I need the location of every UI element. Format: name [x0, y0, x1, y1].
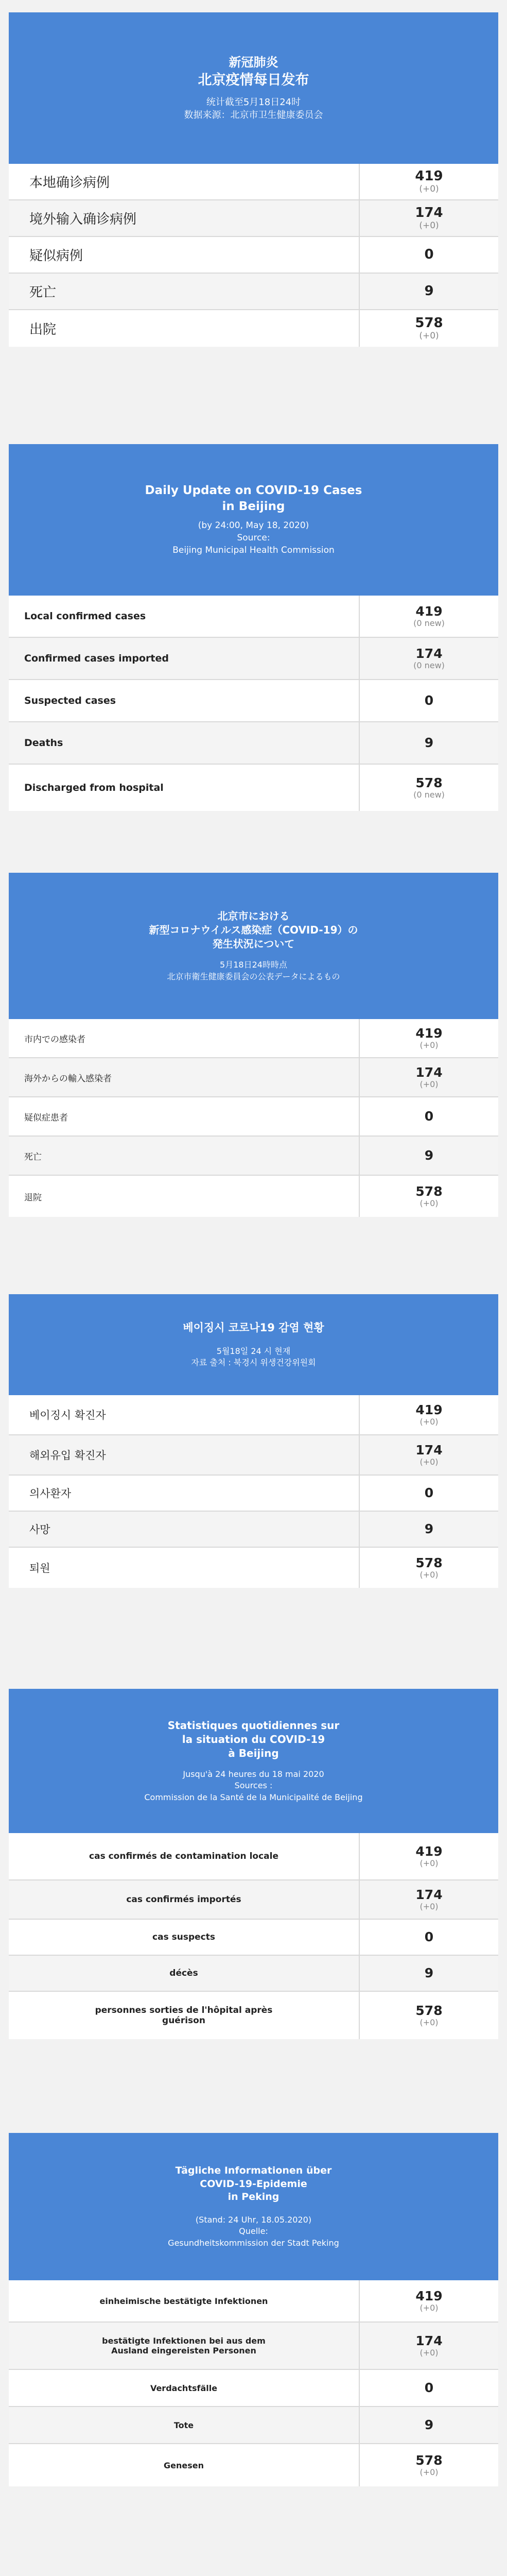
row-value: 578: [415, 775, 443, 790]
row-label: 疑似病例: [9, 237, 360, 273]
row-delta: (+0): [419, 220, 439, 231]
row-value: 0: [424, 247, 434, 263]
row-label: Deaths: [9, 722, 360, 764]
title-zh-1: 新冠肺炎: [229, 55, 278, 70]
row-value: 9: [424, 1965, 434, 1981]
row-label: 海外からの輸入感染者: [9, 1058, 360, 1096]
table-row: [9, 1137, 498, 1176]
table-ja: [9, 1019, 498, 1217]
sub-zh-2: 数据来源：北京市卫生健康委员会: [184, 110, 323, 121]
row-value: 578: [415, 1555, 443, 1570]
row-delta: (+0): [419, 2467, 439, 2478]
row-label: Verdachtsfälle: [9, 2370, 360, 2406]
row-label: 本地确诊病例: [9, 164, 360, 199]
row-value: 578: [415, 1183, 443, 1199]
sub-en-3: Beijing Municipal Health Commission: [172, 545, 335, 555]
header-fr: [9, 1689, 498, 1833]
section-fr: [9, 1689, 498, 2039]
row-delta: (0 new): [413, 618, 445, 629]
row-delta: (+0): [419, 1079, 439, 1090]
table-row: [9, 1512, 498, 1548]
row-label: 의사환자: [9, 1476, 360, 1511]
row-value: 9: [424, 1148, 434, 1163]
row-value: 419: [415, 168, 443, 184]
row-value: 0: [424, 1485, 434, 1501]
row-label: 市内での感染者: [9, 1019, 360, 1057]
table-row: [9, 2280, 498, 2323]
row-value: 174: [415, 1064, 443, 1080]
row-delta: (+0): [419, 1040, 439, 1050]
row-delta: (+0): [419, 1858, 439, 1869]
row-delta: (0 new): [413, 660, 445, 671]
title-fr-2: la situation du COVID-19: [182, 1733, 325, 1745]
row-label: 해외유입 확진자: [9, 1435, 360, 1475]
table-row: [9, 2370, 498, 2407]
row-label: 境外输入确诊病例: [9, 200, 360, 236]
row-label: personnes sorties de l'hôpital après guérison: [9, 1992, 360, 2039]
header-en: [9, 444, 498, 596]
row-label: 사망: [9, 1512, 360, 1547]
row-value: 419: [415, 603, 443, 619]
header-de: [9, 2133, 498, 2280]
row-delta: (+0): [419, 1902, 439, 1912]
title-de-3: in Peking: [228, 2191, 279, 2203]
table-fr: [9, 1833, 498, 2039]
table-row: [9, 2407, 498, 2444]
table-row: [9, 237, 498, 274]
title-de-1: Tägliche Informationen über: [175, 2164, 332, 2176]
sub-ja-2: 北京市衛生健康委員会の公表データによるもの: [167, 971, 340, 981]
row-value: 9: [424, 1521, 434, 1537]
header-zh: [9, 12, 498, 164]
header-ja: [9, 873, 498, 1019]
row-value: 9: [424, 283, 434, 299]
row-delta: (+0): [419, 1457, 439, 1467]
row-label: Tote: [9, 2407, 360, 2443]
table-zh: [9, 164, 498, 347]
row-value: 174: [415, 205, 443, 221]
row-label: bestätigte Infektionen bei aus dem Ausland eingereisten Personen: [9, 2323, 360, 2369]
sub-fr-1: Jusqu'à 24 heures du 18 mai 2020: [183, 1769, 324, 1779]
row-delta: (+0): [419, 2348, 439, 2358]
title-en-1: Daily Update on COVID-19 Cases: [145, 484, 362, 498]
table-row: [9, 1992, 498, 2039]
row-value: 174: [415, 1442, 443, 1458]
title-ja-1: 北京市における: [217, 910, 290, 923]
row-value: 578: [415, 2003, 443, 2018]
title-zh-2: 北京疫情每日发布: [198, 72, 309, 88]
row-label: cas confirmés de contamination locale: [9, 1833, 360, 1879]
row-label: Genesen: [9, 2444, 360, 2486]
sub-ja-1: 5月18日24時時点: [220, 960, 287, 970]
row-value: 419: [415, 2288, 443, 2303]
table-row: [9, 1833, 498, 1880]
row-delta: (+0): [419, 330, 439, 341]
row-delta: (+0): [419, 183, 439, 194]
table-row: [9, 164, 498, 200]
title-ko-1: 베이징시 코로나19 감염 현황: [183, 1321, 324, 1334]
row-label: 出院: [9, 310, 360, 347]
table-row: [9, 200, 498, 237]
row-label: cas confirmés importés: [9, 1880, 360, 1919]
row-value: 9: [424, 735, 434, 751]
table-row: [9, 1395, 498, 1435]
row-value: 578: [415, 315, 443, 331]
table-row: [9, 1476, 498, 1512]
row-delta: (+0): [419, 2018, 439, 2028]
row-label: Confirmed cases imported: [9, 638, 360, 679]
section-ja: [9, 873, 498, 1217]
sub-de-1: (Stand: 24 Uhr, 18.05.2020): [195, 2214, 312, 2225]
table-row: [9, 1019, 498, 1058]
sub-en-2: Source:: [237, 533, 270, 544]
row-value: 0: [424, 1929, 434, 1945]
table-row: [9, 722, 498, 765]
sub-ko-1: 5월18일 24 시 현재: [216, 1346, 291, 1356]
row-value: 174: [415, 1887, 443, 1902]
row-delta: (+0): [419, 1570, 439, 1580]
table-row: [9, 274, 498, 310]
sub-de-3: Gesundheitskommission der Stadt Peking: [168, 2238, 339, 2248]
table-row: [9, 1058, 498, 1097]
table-ko: [9, 1395, 498, 1588]
row-value: 0: [424, 1109, 434, 1124]
title-fr-3: à Beijing: [228, 1747, 279, 1759]
title-fr-1: Statistiques quotidiennes sur: [167, 1719, 340, 1732]
row-label: Local confirmed cases: [9, 596, 360, 637]
row-value: 0: [424, 2380, 434, 2396]
row-value: 174: [415, 646, 443, 661]
header-ko: [9, 1294, 498, 1395]
section-en: [9, 444, 498, 811]
row-value: 9: [424, 2417, 434, 2433]
row-label: einheimische bestätigte Infektionen: [9, 2280, 360, 2321]
row-value: 174: [415, 2333, 443, 2348]
table-row: [9, 310, 498, 347]
sub-fr-3: Commission de la Santé de la Municipalité de Beijing: [144, 1792, 363, 1802]
sub-fr-2: Sources :: [234, 1781, 273, 1791]
section-de: [9, 2133, 498, 2486]
table-row: [9, 638, 498, 680]
row-label: 베이징시 확진자: [9, 1395, 360, 1434]
row-value: 419: [415, 1025, 443, 1041]
table-row: [9, 680, 498, 722]
table-row: [9, 1435, 498, 1476]
row-value: 0: [424, 693, 434, 708]
sub-de-2: Quelle:: [239, 2226, 268, 2236]
row-value: 419: [415, 1843, 443, 1859]
row-label: cas suspects: [9, 1920, 360, 1955]
row-label: Discharged from hospital: [9, 765, 360, 811]
table-row: [9, 1880, 498, 1920]
row-delta: (+0): [419, 1198, 439, 1209]
title-ja-3: 発生状況について: [212, 938, 295, 951]
table-row: [9, 765, 498, 811]
table-row: [9, 1920, 498, 1956]
row-delta: (+0): [419, 2303, 439, 2313]
title-de-2: COVID-19-Epidemie: [200, 2178, 307, 2190]
table-row: [9, 2323, 498, 2370]
title-en-2: in Beijing: [222, 500, 285, 514]
sub-ko-2: 자료 출처 : 북경시 위생건강위원회: [191, 1358, 316, 1368]
table-row: [9, 1176, 498, 1217]
section-ko: [9, 1294, 498, 1588]
row-label: 退院: [9, 1176, 360, 1217]
row-label: 死亡: [9, 1137, 360, 1175]
table-row: [9, 596, 498, 638]
row-label: décès: [9, 1956, 360, 1991]
row-label: 死亡: [9, 274, 360, 309]
table-de: [9, 2280, 498, 2486]
row-value: 578: [415, 2452, 443, 2468]
title-ja-2: 新型コロナウイルス感染症（COVID-19）の: [149, 924, 358, 937]
section-zh: [9, 12, 498, 347]
sub-en-1: (by 24:00, May 18, 2020): [198, 520, 309, 531]
table-row: [9, 1097, 498, 1137]
table-row: [9, 1956, 498, 1992]
table-row: [9, 2444, 498, 2486]
row-delta: (+0): [419, 1417, 439, 1427]
row-label: 퇴원: [9, 1548, 360, 1588]
row-delta: (0 new): [413, 790, 445, 800]
sub-zh-1: 统计截至5月18日24时: [206, 97, 301, 108]
table-row: [9, 1548, 498, 1588]
row-label: Suspected cases: [9, 680, 360, 721]
row-value: 419: [415, 1402, 443, 1417]
table-en: [9, 596, 498, 811]
row-label: 疑似症患者: [9, 1097, 360, 1136]
